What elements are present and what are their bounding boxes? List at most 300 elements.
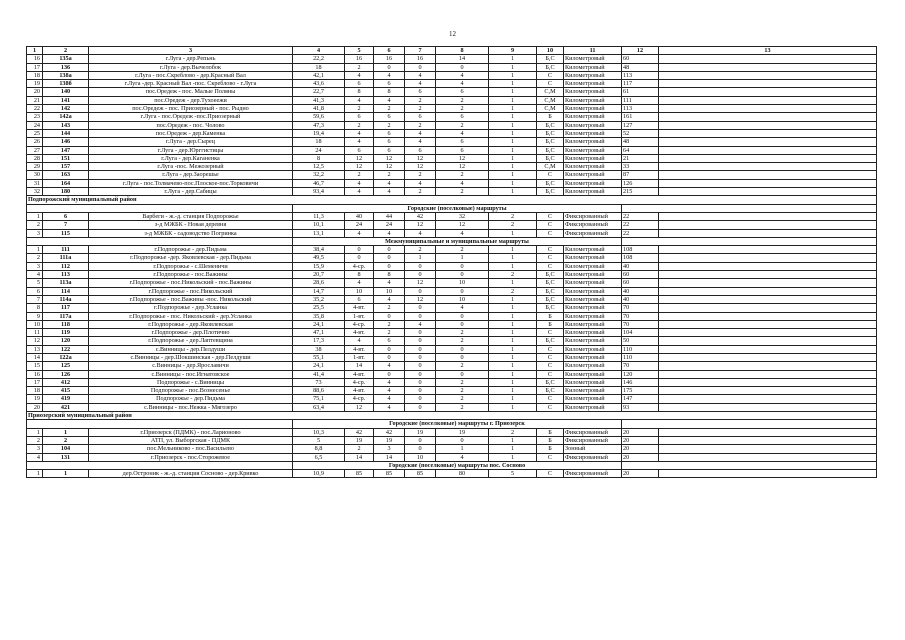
table-cell: 113а [43,279,89,287]
table-cell [659,320,877,328]
table-cell: 2 [489,212,537,220]
table-cell: 12 [345,163,374,171]
table-cell: 2 [405,171,436,179]
table-cell: 6 [374,113,405,121]
table-cell: 10 [405,453,436,461]
table-cell: пос.Оредеж - пос. Чолово [89,121,293,129]
table-row [27,146,877,154]
table-cell: г.Подпорожье - дер.Пидьма [89,246,293,254]
table-cell: 46,7 [293,179,345,187]
table-cell: Подпорожский муниципальный район [27,196,877,204]
table-cell: 0 [405,63,436,71]
table-cell: 4 [436,129,489,137]
table-cell: С,М [537,96,564,104]
table-cell: з-д МЖБК - Новая деревня [89,221,293,229]
table-cell: 41,3 [293,96,345,104]
table-cell: 20 [27,403,43,411]
table-cell: 1 [489,188,537,196]
table-cell: 3 [27,262,43,270]
table-cell: 0 [405,329,436,337]
table-cell: 4 [293,47,345,55]
table-cell: 10 [436,279,489,287]
table-cell [659,287,877,295]
table-cell: г.Подпорожье - пос.Важины -пос. Никольский [89,295,293,303]
table-cell: 0 [405,436,436,444]
table-cell: 157 [43,163,89,171]
table-cell: 40 [345,212,374,220]
table-cell: 16 [27,370,43,378]
table-cell: 48 [622,63,659,71]
table-cell: 28,6 [293,279,345,287]
table-cell: 14 [345,362,374,370]
table-cell: Б,С [537,279,564,287]
table-cell: Километровый [564,262,622,270]
table-cell: 5 [293,436,345,444]
table-cell: 0 [405,403,436,411]
table-cell: 1-вт. [345,353,374,361]
table-cell: С [537,395,564,403]
table-cell: 1 [489,229,537,237]
table-cell: 6 [374,337,405,345]
table-cell: С [537,71,564,79]
table-cell [659,428,877,436]
table-row [27,212,877,220]
table-cell: 15 [27,362,43,370]
table-cell: Б [537,436,564,444]
table-cell: 19 [27,395,43,403]
table-cell: 87 [622,171,659,179]
table-cell: 1 [489,138,537,146]
table-cell: Б,С [537,146,564,154]
table-cell: Километровый [564,71,622,79]
table-cell: 29 [27,163,43,171]
table-cell: Б,С [537,387,564,395]
table-cell: 43,6 [293,80,345,88]
table-row [27,378,877,386]
table-cell: 0 [374,262,405,270]
table-cell: Километровый [564,370,622,378]
table-cell: 1 [43,428,89,436]
table-cell: 111 [622,96,659,104]
table-cell: 5 [489,470,537,478]
table-cell: Километровый [564,271,622,279]
table-cell: 163 [43,171,89,179]
table-cell: Фиксированный [564,470,622,478]
table-row [27,96,877,104]
table-cell: Километровый [564,80,622,88]
table-cell: 11 [564,47,622,55]
table-cell: 1 [489,353,537,361]
table-row [27,453,877,461]
table-cell: 4 [405,320,436,328]
table-cell: г.Подпорожье - дер.Яковлевская [89,320,293,328]
table-cell: 1 [489,370,537,378]
table-cell: 111а [43,254,89,262]
table-cell: 8 [345,271,374,279]
table-cell [27,420,293,428]
table-cell: 1 [489,80,537,88]
table-cell: 0 [405,387,436,395]
table-cell: 175 [622,387,659,395]
table-cell [659,329,877,337]
table-cell: 25,5 [293,304,345,312]
table-row [27,436,877,444]
table-cell: Километровый [564,138,622,146]
table-row [27,246,877,254]
table-cell: 18 [293,138,345,146]
table-cell: Межмуниципальные и муниципальные маршруты [293,237,622,245]
table-cell: 2 [405,105,436,113]
table-cell: Километровый [564,287,622,295]
table-row [27,329,877,337]
table-cell: 22,2 [293,55,345,63]
table-cell: 0 [436,370,489,378]
table-cell: 11 [27,329,43,337]
table-cell: 41,8 [293,105,345,113]
table-cell: Приозерский муниципальный район [27,412,877,420]
table-cell: 1 [489,378,537,386]
table-cell: 1 [489,345,537,353]
table-cell: 4-вт. [345,387,374,395]
table-cell [659,304,877,312]
table-cell: С [537,362,564,370]
table-cell: 1 [489,113,537,121]
table-cell: 47,1 [293,329,345,337]
table-cell: 0 [374,63,405,71]
table-cell: Километровый [564,304,622,312]
table-cell: 2 [27,221,43,229]
table-cell: 73 [293,378,345,386]
table-cell [659,279,877,287]
table-cell: 50 [622,337,659,345]
table-cell: Б,С [537,63,564,71]
table-cell: Б,С [537,188,564,196]
table-cell: Б,С [537,295,564,303]
table-cell: 110 [622,345,659,353]
table-cell: 1 [43,470,89,478]
table-cell: 1 [489,96,537,104]
table-cell [659,271,877,279]
subsection-row [27,237,877,245]
table-cell: 2 [436,121,489,129]
table-cell: 119 [43,329,89,337]
table-cell: Б,С [537,337,564,345]
table-cell: 1 [489,445,537,453]
table-cell: 2 [436,188,489,196]
table-cell: 147 [43,146,89,154]
table-cell: 28 [27,154,43,162]
table-cell: 2 [345,121,374,129]
table-cell: 6 [374,146,405,154]
table-cell: 151 [43,154,89,162]
table-cell: 19 [405,428,436,436]
routes-table [26,46,877,478]
table-cell: пос.Оредеж - дер.Тухоеежи [89,96,293,104]
table-cell: 421 [43,403,89,411]
table-row [27,63,877,71]
table-cell: г.Подпорожье - пос.Никольский [89,287,293,295]
table-cell: 2 [436,387,489,395]
table-cell: 118 [43,320,89,328]
table-cell: 2 [489,271,537,279]
table-cell: 0 [405,395,436,403]
table-cell: С [537,212,564,220]
table-cell: Километровый [564,246,622,254]
table-cell: 4-вт. [345,304,374,312]
table-cell [659,163,877,171]
table-cell: 1 [27,47,43,55]
table-cell: 2 [489,287,537,295]
table-cell: 1 [489,436,537,444]
table-cell: г.Луга - пос.Оредеж -пос.Приозерный [89,113,293,121]
table-cell: 146 [43,138,89,146]
table-cell: Б,С [537,378,564,386]
table-cell: 0 [405,362,436,370]
table-cell: 24 [293,146,345,154]
table-cell: 136 [43,63,89,71]
table-cell [659,138,877,146]
table-cell: 1 [489,121,537,129]
table-cell: 8 [436,47,489,55]
table-cell: 113 [622,105,659,113]
table-cell: 4 [345,138,374,146]
table-cell: 2 [405,246,436,254]
table-cell: 5 [27,279,43,287]
table-row [27,163,877,171]
table-cell [659,370,877,378]
table-cell: 75,1 [293,395,345,403]
table-row [27,105,877,113]
table-cell: С,М [537,88,564,96]
table-cell [659,403,877,411]
page-number: 12 [449,30,456,38]
section-row [27,196,877,204]
table-cell: 9 [489,47,537,55]
table-cell: 4 [345,96,374,104]
table-cell: 415 [43,387,89,395]
table-cell: 21 [622,154,659,162]
table-cell: 93 [622,403,659,411]
table-cell: Километровый [564,163,622,171]
table-cell: 0 [405,304,436,312]
table-cell: 24 [345,221,374,229]
table-cell: 4-ср. [345,262,374,270]
table-cell: С [537,453,564,461]
table-cell: 4-вт. [345,345,374,353]
table-cell: 10 [436,295,489,303]
table-cell: С [537,329,564,337]
table-cell: 70 [622,304,659,312]
table-cell: пос.Мельниково - пос.Васильево [89,445,293,453]
table-cell: 25 [27,129,43,137]
table-cell: 1 [489,63,537,71]
table-cell: 19 [345,436,374,444]
table-cell: Городские (поселковые) маршруты г. Приозерск [293,420,622,428]
table-cell: 60 [622,279,659,287]
table-cell: Километровый [564,320,622,328]
table-cell: 17,3 [293,337,345,345]
table-cell: 2 [436,171,489,179]
table-row [27,271,877,279]
table-cell: 55,1 [293,353,345,361]
table-cell: Километровый [564,279,622,287]
table-cell: С [537,353,564,361]
table-cell: 8 [374,271,405,279]
table-cell [659,221,877,229]
table-cell [659,171,877,179]
table-cell: 13 [27,345,43,353]
table-row [27,362,877,370]
table-cell [622,204,877,212]
table-cell: 1 [489,320,537,328]
table-row [27,470,877,478]
table-cell [659,353,877,361]
table-cell: 1 [405,254,436,262]
table-cell: 108 [622,246,659,254]
table-cell: 12 [405,279,436,287]
table-cell: 42,1 [293,71,345,79]
table-cell: Километровый [564,88,622,96]
table-cell: 117 [43,304,89,312]
table-cell: 1 [27,470,43,478]
table-cell: г.Луга - пос.Скреблово - дер.Красный Вал [89,71,293,79]
table-cell: Километровый [564,353,622,361]
table-cell: г.Луга -дер. Красный Вал -пос. Скреблово - г.Луга [89,80,293,88]
table-cell: 0 [436,312,489,320]
table-cell: 4 [374,188,405,196]
table-cell: 3 [374,445,405,453]
table-cell: Фиксированный [564,221,622,229]
table-cell: Подпорожье - с.Винницы [89,378,293,386]
table-cell: 2 [489,428,537,436]
table-cell: АТП, ул. Выборгская - ПДМК [89,436,293,444]
table-cell: 14 [436,55,489,63]
table-cell: 2 [27,436,43,444]
table-cell: 4 [27,271,43,279]
table-cell: Б [537,428,564,436]
table-cell [622,420,877,428]
table-cell: 6 [374,138,405,146]
table-cell: 147 [622,395,659,403]
table-cell: 126 [43,370,89,378]
table-cell: 21 [27,96,43,104]
table-cell [659,88,877,96]
table-cell: 1 [489,179,537,187]
table-cell: 138а [43,71,89,79]
table-row [27,129,877,137]
table-cell: 4 [374,96,405,104]
table-cell: 114 [43,287,89,295]
table-cell: 0 [374,246,405,254]
table-cell: 104 [43,445,89,453]
table-cell [659,146,877,154]
table-cell: 0 [374,254,405,262]
table-cell: С [537,403,564,411]
table-cell: Километровый [564,403,622,411]
table-cell: Километровый [564,312,622,320]
table-cell: Километровый [564,329,622,337]
table-cell: 1 [489,295,537,303]
table-cell: 4 [405,229,436,237]
table-row [27,254,877,262]
table-cell: 24 [374,221,405,229]
table-cell: 0 [374,353,405,361]
table-cell: з-д МЖБК - садоводство Погринка [89,229,293,237]
table-row [27,395,877,403]
table-cell: 6 [405,146,436,154]
table-cell: 17 [27,63,43,71]
table-cell: г.Подпорожье - дер.Лаптевщина [89,337,293,345]
table-cell: г.Луга - дер.Заорешье [89,171,293,179]
table-cell: Фиксированный [564,229,622,237]
table-cell: 4 [436,80,489,88]
table-cell: Б,С [537,55,564,63]
table-cell [659,246,877,254]
table-cell: 24 [27,121,43,129]
table-cell: 33 [622,163,659,171]
table-cell: 1 [489,262,537,270]
table-cell: 16 [374,55,405,63]
table-cell: 111 [43,246,89,254]
table-cell: Километровый [564,188,622,196]
table-cell: 70 [622,320,659,328]
table-cell: 19 [374,436,405,444]
table-cell: 2 [405,121,436,129]
table-cell: 1 [489,387,537,395]
table-cell: 38,4 [293,246,345,254]
table-cell [622,461,877,469]
table-cell: С [537,246,564,254]
table-cell: г.Подпорожье - с.Шеменичи [89,262,293,270]
table-cell: 1 [489,129,537,137]
table-cell: 2 [436,362,489,370]
table-cell: 1 [489,337,537,345]
table-cell: 20 [622,428,659,436]
table-cell: 142а [43,113,89,121]
table-cell: 2 [374,320,405,328]
table-cell: пос.Оредеж - дер.Каменка [89,129,293,137]
table-cell: 5 [345,47,374,55]
table-row [27,154,877,162]
table-cell: Б,С [537,287,564,295]
table-cell: 142 [43,105,89,113]
table-cell: 7 [43,221,89,229]
table-row [27,229,877,237]
table-cell: 17 [27,378,43,386]
table-cell [659,113,877,121]
table-cell: 1 [489,403,537,411]
table-cell: 12 [436,221,489,229]
table-cell: 3 [27,229,43,237]
table-cell: 2 [374,171,405,179]
table-cell: 4-ср. [345,395,374,403]
table-cell: 12 [27,337,43,345]
table-cell: Подпорожье - дер.Пидьма [89,395,293,403]
table-row [27,320,877,328]
table-cell: 8 [374,88,405,96]
table-cell: 47,3 [293,121,345,129]
table-cell: 112 [43,262,89,270]
table-cell: 144 [43,129,89,137]
table-cell: Б,С [537,121,564,129]
table-cell: 42 [374,428,405,436]
table-cell [659,105,877,113]
table-cell: 8 [293,154,345,162]
table-cell: 4-вт. [345,370,374,378]
table-row [27,428,877,436]
table-cell: Б [537,445,564,453]
table-cell: 4 [374,387,405,395]
